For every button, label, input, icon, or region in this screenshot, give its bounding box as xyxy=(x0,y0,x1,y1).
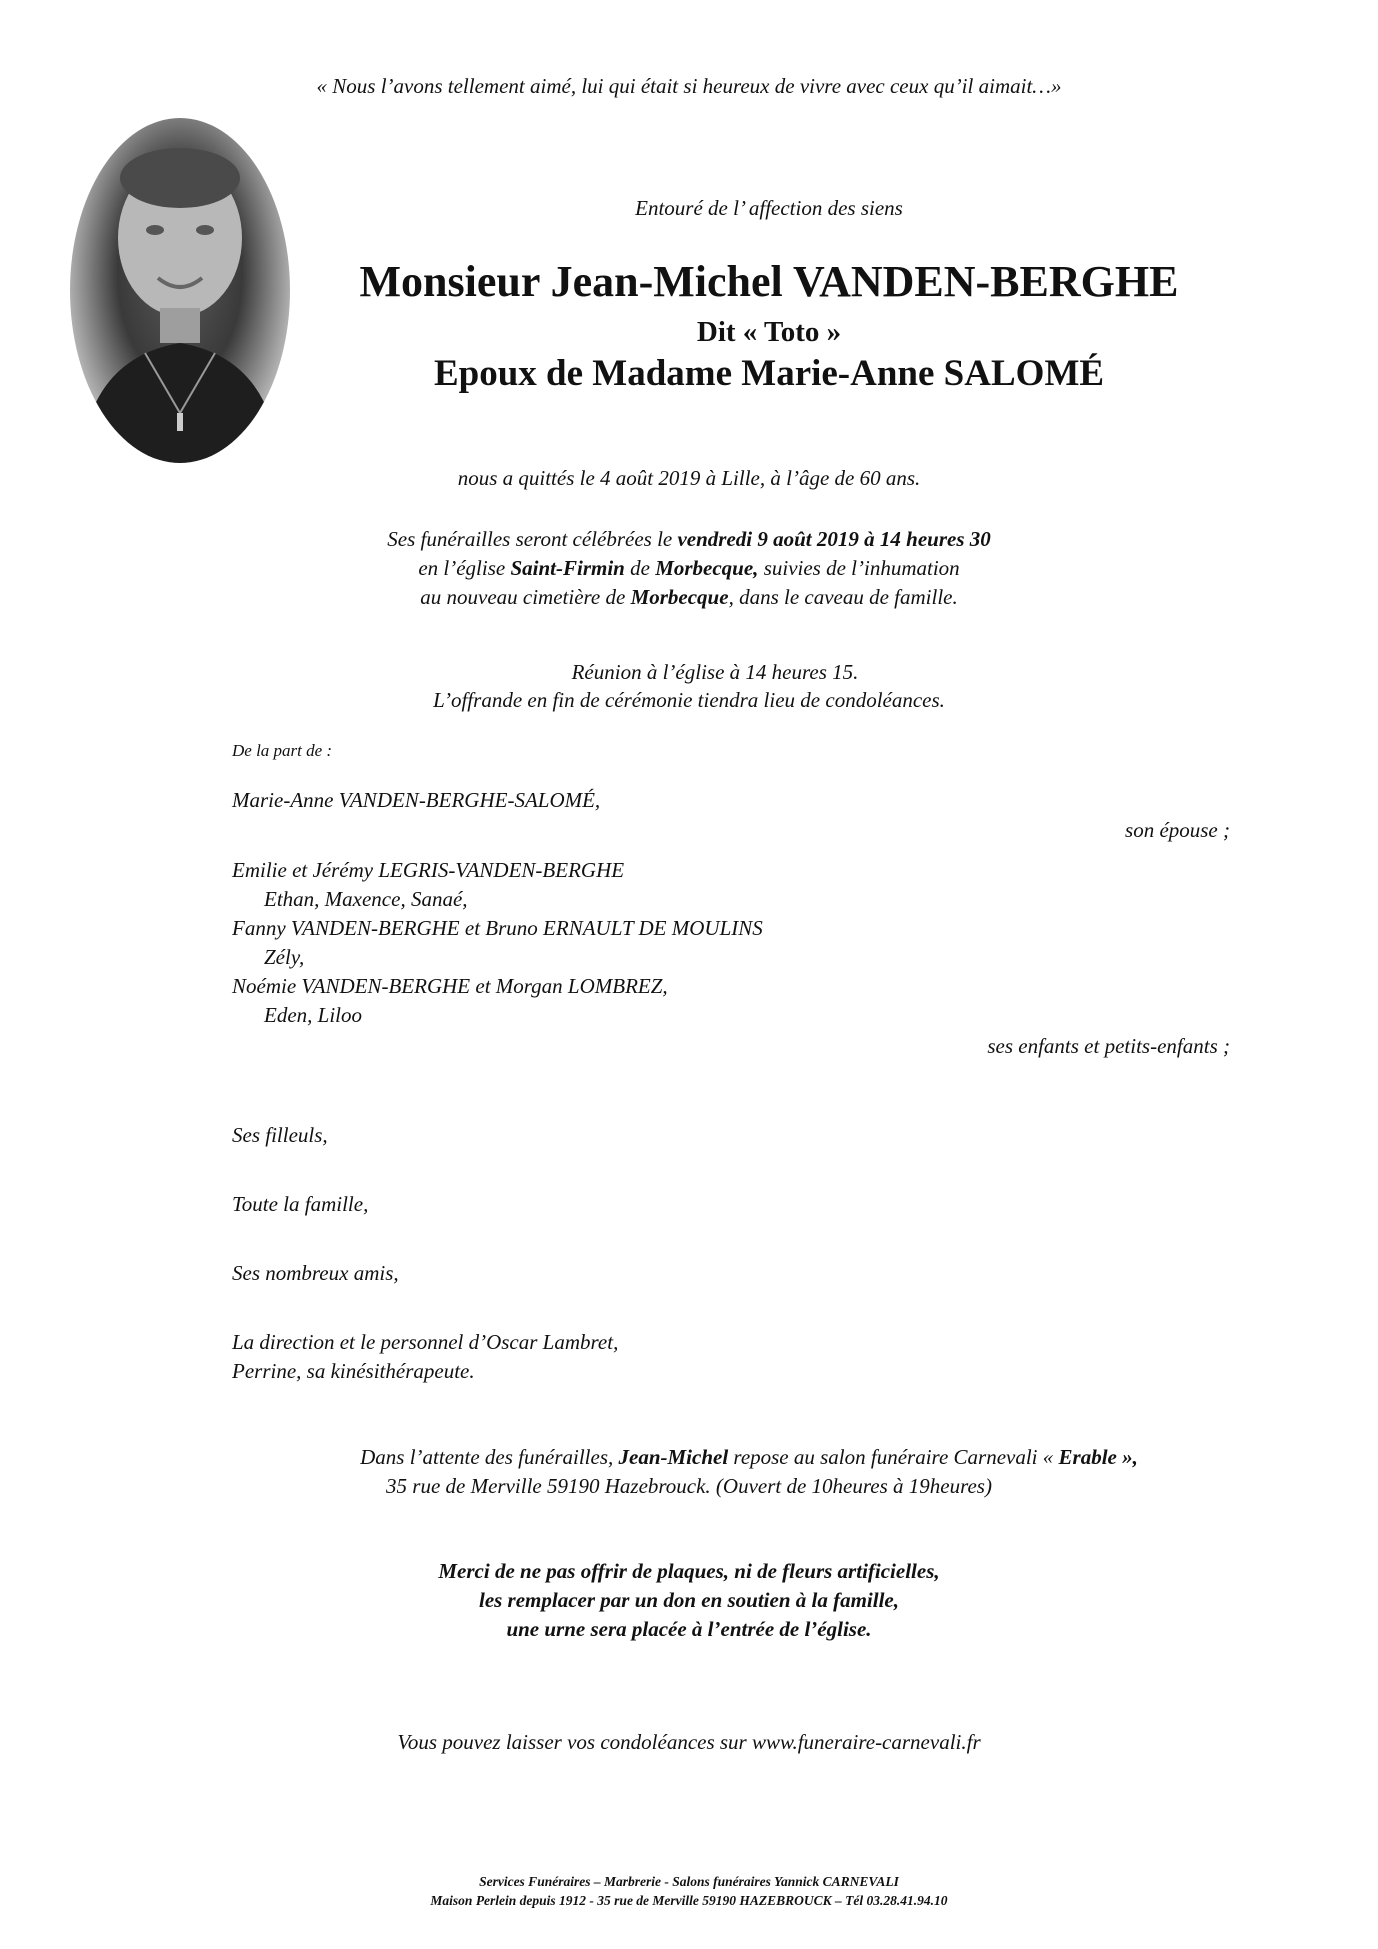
family-spouse-role: son épouse ; xyxy=(1125,818,1230,842)
request-line-2: les remplacer par un don en soutien à la famille, xyxy=(478,1588,900,1612)
salon-line-1: Dans l’attente des funérailles, Jean-Michel repose au salon funéraire Carnevali « Erable », xyxy=(360,1445,1138,1469)
whole-family: Toute la famille, xyxy=(232,1192,369,1216)
deceased-name: Monsieur Jean-Michel VANDEN-BERGHE xyxy=(359,257,1179,306)
godchildren: Ses filleuls, xyxy=(232,1123,328,1147)
family-child-3: Noémie VANDEN-BERGHE et Morgan LOMBREZ, xyxy=(232,974,668,998)
offrande: L’offrande en fin de cérémonie tiendra lieu de condoléances. xyxy=(433,688,945,712)
condolences-line: Vous pouvez laisser vos condoléances sur www.funeraire-carnevali.fr xyxy=(397,1730,981,1754)
funeral-line-3: au nouveau cimetière de Morbecque, dans le caveau de famille. xyxy=(420,585,958,609)
quote: « Nous l’avons tellement aimé, lui qui était si heureux de vivre avec ceux qu’il aimait…» xyxy=(316,74,1062,98)
funeral-line-2: en l’église Saint-Firmin de Morbecque, suivies de l’inhumation xyxy=(418,556,960,580)
from-label: De la part de : xyxy=(232,741,333,760)
request-line-3: une urne sera placée à l’entrée de l’église. xyxy=(506,1617,872,1641)
footer-line-2: Maison Perlein depuis 1912 - 35 rue de Merville 59190 HAZEBROUCK – Tél 03.28.41.94.10 xyxy=(430,1893,948,1908)
perrine-line: Perrine, sa kinésithérapeute. xyxy=(232,1359,475,1383)
family-spouse: Marie-Anne VANDEN-BERGHE-SALOMÉ, xyxy=(232,788,601,812)
spouse-line: Epoux de Madame Marie-Anne SALOMÉ xyxy=(433,353,1105,394)
family-grandchildren-3: Eden, Liloo xyxy=(264,1003,362,1027)
death-notice: nous a quittés le 4 août 2019 à Lille, à l’âge de 60 ans. xyxy=(457,466,921,490)
footer-line-1: Services Funéraires – Marbrerie - Salons funéraires Yannick CARNEVALI xyxy=(479,1874,899,1889)
nickname: Dit « Toto » xyxy=(696,316,842,348)
direction-line: La direction et le personnel d’Oscar Lambret, xyxy=(232,1330,619,1354)
intro: Entouré de l’ affection des siens xyxy=(635,196,903,220)
salon-line-2: 35 rue de Merville 59190 Hazebrouck. (Ouvert de 10heures à 19heures) xyxy=(386,1474,992,1498)
family-grandchildren-2: Zély, xyxy=(264,945,305,969)
reunion: Réunion à l’église à 14 heures 15. xyxy=(571,660,859,684)
funeral-line-1: Ses funérailles seront célébrées le vendredi 9 août 2019 à 14 heures 30 xyxy=(387,527,991,551)
family-grandchildren-1: Ethan, Maxence, Sanaé, xyxy=(264,887,468,911)
request-line-1: Merci de ne pas offrir de plaques, ni de fleurs artificielles, xyxy=(438,1559,940,1583)
family-child-2: Fanny VANDEN-BERGHE et Bruno ERNAULT DE MOULINS xyxy=(232,916,763,940)
children-role: ses enfants et petits-enfants ; xyxy=(987,1034,1230,1058)
friends: Ses nombreux amis, xyxy=(232,1261,399,1285)
family-child-1: Emilie et Jérémy LEGRIS-VANDEN-BERGHE xyxy=(232,858,625,882)
